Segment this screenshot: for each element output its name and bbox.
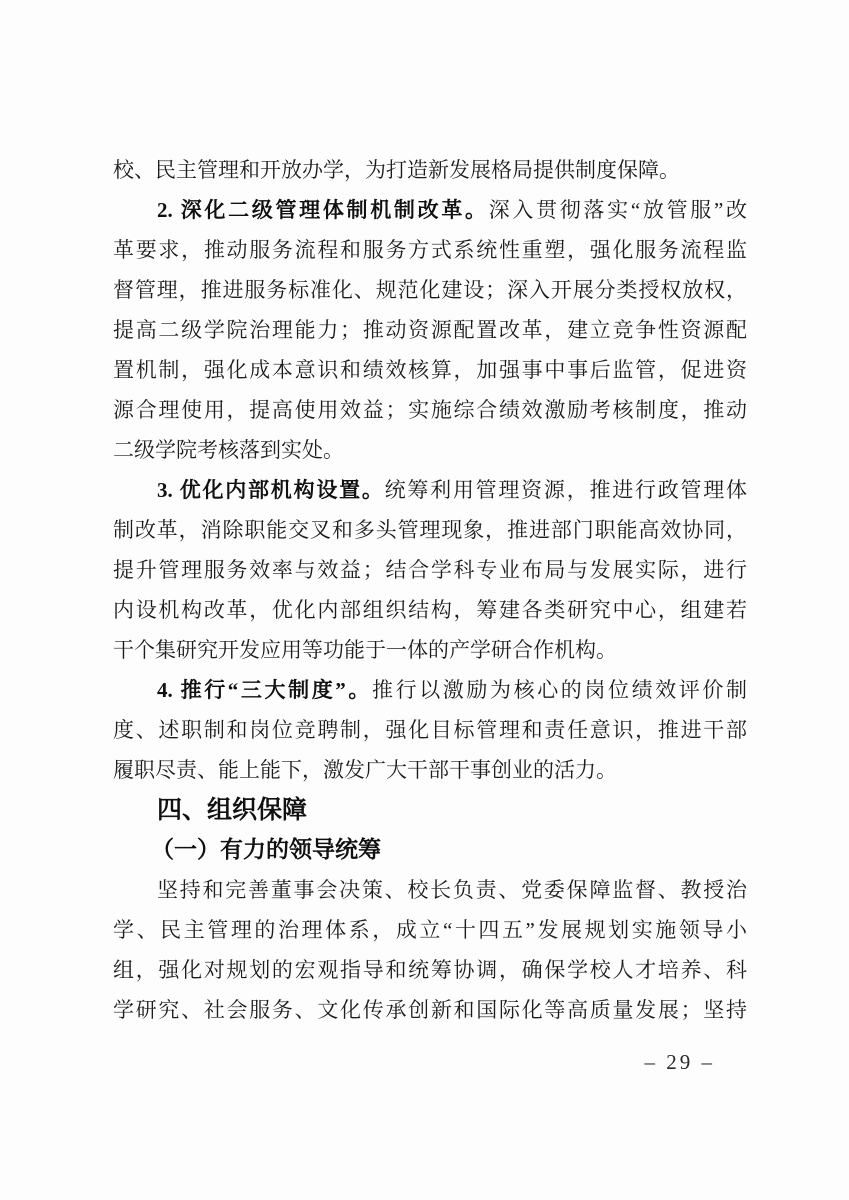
text-segment: 督管理，推进服务标准化、规范化建设；深入开展分类授权放权， <box>113 278 747 302</box>
text-segment: 统筹利用管理资源，推进行政管理体 <box>384 478 747 502</box>
text-line <box>113 510 747 550</box>
text-segment: 提高二级学院治理能力；推动资源配置改革，建立竞争性资源配 <box>113 318 747 342</box>
text-segment: 推行以激励为核心的岗位绩效评价制 <box>372 678 747 702</box>
text-segment: 学、民主管理的治理体系，成立“十四五”发展规划实施领导小 <box>113 918 747 942</box>
bold-text-segment: 4. 推行“三大制度”。 <box>157 678 372 702</box>
text-line <box>113 670 747 710</box>
text-segment: 履职尽责、能上能下，激发广大干部干事创业的活力。 <box>113 758 617 782</box>
text-segment: 提升管理服务效率与效益；结合学科专业布局与发展实际，进行 <box>113 558 747 582</box>
paragraph-item-3 <box>113 470 747 670</box>
text-line <box>113 750 747 790</box>
text-line <box>113 630 747 670</box>
text-line <box>113 470 747 510</box>
text-segment: 革要求，推动服务流程和服务方式系统性重塑，强化服务流程监 <box>113 238 747 262</box>
bold-text-segment: 四、组织保障 <box>157 796 308 824</box>
text-segment: 制改革，消除职能交叉和多头管理现象，推进部门职能高效协同， <box>113 518 747 542</box>
bold-text-segment: 3. 优化内部机构设置。 <box>157 478 385 502</box>
text-segment: 度、述职制和岗位竞聘制，强化目标管理和责任意识，推进干部 <box>113 718 747 742</box>
text-line <box>113 590 747 630</box>
text-segment: 校、民主管理和开放办学，为打造新发展格局提供制度保障。 <box>113 158 680 182</box>
text-segment: 深入贯彻落实“放管服”改 <box>488 198 747 222</box>
text-line <box>113 190 747 230</box>
subsection-heading-1 <box>113 830 747 870</box>
text-segment: 内设机构改革，优化内部组织结构，筹建各类研究中心，组建若 <box>113 598 747 622</box>
text-line <box>113 430 747 470</box>
text-segment: 二级学院考核落到实处。 <box>113 438 344 462</box>
paragraph-item-4 <box>113 670 747 790</box>
paragraph-continuation <box>113 150 747 190</box>
text-segment: 学研究、社会服务、文化传承创新和国际化等高质量发展；坚持 <box>113 998 747 1022</box>
text-line <box>113 990 747 1030</box>
document-body <box>113 150 747 1030</box>
text-line <box>113 350 747 390</box>
text-line <box>113 150 747 190</box>
text-segment: 源合理使用，提高使用效益；实施综合绩效激励考核制度，推动 <box>113 398 747 422</box>
text-segment: 置机制，强化成本意识和绩效核算，加强事中事后监管，促进资 <box>113 358 747 382</box>
text-line <box>113 310 747 350</box>
section-heading-4 <box>113 790 747 830</box>
text-line <box>113 550 747 590</box>
text-line <box>113 910 747 950</box>
text-line <box>113 790 747 830</box>
bold-text-segment: （一）有力的领导统筹 <box>151 837 381 862</box>
text-line <box>113 870 747 910</box>
text-line <box>113 390 747 430</box>
paragraph-leadership <box>113 870 747 1030</box>
text-line <box>113 710 747 750</box>
text-line <box>113 950 747 990</box>
text-line <box>113 270 747 310</box>
bold-text-segment: 2. 深化二级管理体制机制改革。 <box>157 198 489 222</box>
text-line <box>113 230 747 270</box>
page-number: – 29 – <box>644 1050 715 1074</box>
text-segment: 干个集研究开发应用等功能于一体的产学研合作机构。 <box>113 638 617 662</box>
text-line <box>113 830 747 870</box>
text-segment: 坚持和完善董事会决策、校长负责、党委保障监督、教授治 <box>157 878 747 902</box>
text-segment: 组，强化对规划的宏观指导和统筹协调，确保学校人才培养、科 <box>113 958 747 982</box>
paragraph-item-2 <box>113 190 747 470</box>
